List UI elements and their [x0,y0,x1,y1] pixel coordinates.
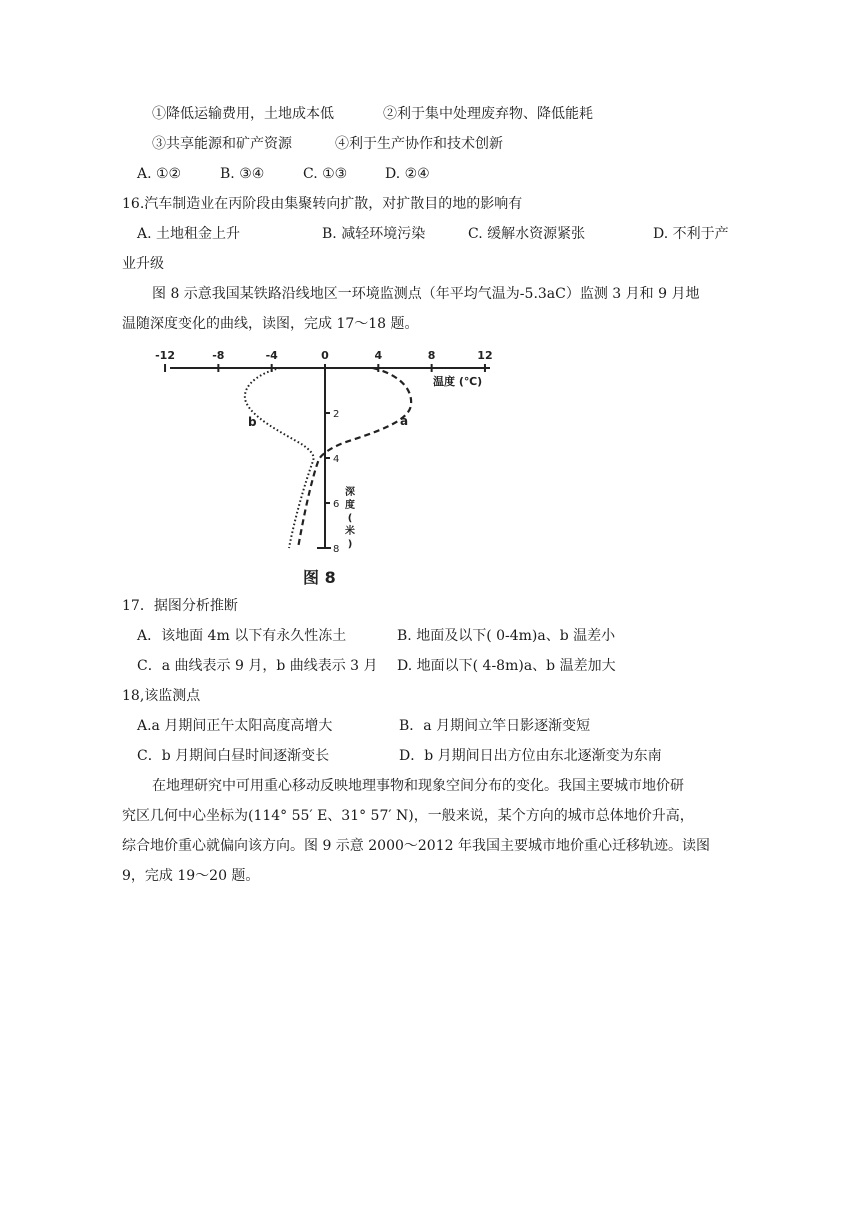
temperature-tick-label-4: 4 [374,349,383,362]
depth-axis-label [344,485,355,550]
q15-option-b[interactable]: B. ③④ [220,166,265,182]
temperature-tick-label-5: 8 [427,349,436,362]
temperature-tick-label-6: 12 [477,349,493,362]
temperature-tick-label-2: -4 [265,349,278,362]
intro-19-20-line1: 在地理研究中可用重心移动反映地理事物和现象空间分布的变化。我国主要城市地价研 [152,778,684,794]
temperature-axis-label: 温度 (℃) [433,375,483,388]
q18-option-c[interactable]: C．b 月期间白昼时间逐渐变长 [137,748,330,764]
q16-option-b[interactable]: B. 减轻环境污染 [322,226,426,242]
q18-option-b[interactable]: B．a 月期间立竿日影逐渐变短 [399,718,591,734]
q16-option-c[interactable]: C. 缓解水资源紧张 [468,226,586,242]
depth-tick-label-2: 6 [333,499,340,510]
q17-option-c[interactable]: C．a 曲线表示 9 月，b 曲线表示 3 月 [137,658,378,674]
depth-label-char-1: 深 [345,487,355,498]
intro-19-20-line4: 9，完成 19～20 题。 [122,868,260,884]
depth-tick-label-0: 2 [333,409,340,420]
depth-tick-label-1: 4 [333,454,340,465]
q17-stem: 17．据图分析推断 [122,598,238,614]
q17-option-d[interactable]: D. 地面以下( 4-8m)a、b 温差加大 [397,658,616,674]
q15-statement-1: ①降低运输费用，土地成本低 [152,106,334,122]
intro-17-18-line2: 温随深度变化的曲线，读图，完成 17～18 题。 [122,316,419,332]
q15-statement-2: ②利于集中处理废弃物、降低能耗 [383,106,593,122]
temperature-tick-label-3: 0 [321,349,329,362]
q15-statement-3: ③共享能源和矿产资源 [152,136,292,152]
curve-b-label: b [248,415,257,429]
q15-option-a[interactable]: A. ①② [137,166,182,182]
q18-option-d[interactable]: D．b 月期间日出方位由东北逐渐变为东南 [399,748,662,764]
depth-tick-labels [333,409,339,555]
figure-8-caption: 图 8 [303,568,336,587]
intro-19-20-line2: 究区几何中心坐标为(114° 55′ E、31° 57′ N)，一般来说，某个方向的城市总体地价升高， [122,808,694,824]
q17-option-b[interactable]: B. 地面及以下( 0-4m)a、b 温差小 [397,628,616,644]
q15-option-c[interactable]: C. ①③ [303,166,348,182]
q16-option-a[interactable]: A. 土地租金上升 [137,226,241,242]
depth-tick-label-3: 8 [333,544,340,555]
depth-label-char-2: 度 [345,500,355,511]
q16-option-d[interactable]: D. 不利于产 [653,226,729,242]
q16-stem: 16.汽车制造业在丙阶段由集聚转向扩散，对扩散目的地的影响有 [122,196,523,212]
curve-a-label: a [400,414,409,428]
q17-option-a[interactable]: A．该地面 4m 以下有永久性冻土 [137,628,347,644]
q15-option-d[interactable]: D. ②④ [385,166,430,182]
temperature-tick-label-1: -8 [212,349,225,362]
q18-stem: 18,该监测点 [122,688,201,704]
q16-option-d-wrap: 业升级 [122,256,164,272]
depth-label-char-4: 米 [345,526,355,537]
depth-label-char-5: ) [347,539,353,550]
temperature-tick-label-0: -12 [155,349,175,362]
intro-17-18-line1: 图 8 示意我国某铁路沿线地区一环境监测点（年平均气温为-5.3aC）监测 3 月和 9 月地 [152,286,700,302]
figure-8 [145,345,505,590]
depth-label-char-3: ( [347,513,353,524]
intro-19-20-line3: 综合地价重心就偏向该方向。图 9 示意 2000～2012 年我国主要城市地价重心迁移轨迹。读图 [122,838,710,854]
q18-option-a[interactable]: A.a 月期间正午太阳高度高增大 [137,718,333,734]
temperature-tick-labels [155,349,493,362]
q15-statement-4: ④利于生产协作和技术创新 [335,136,503,152]
curve-a [298,368,411,548]
